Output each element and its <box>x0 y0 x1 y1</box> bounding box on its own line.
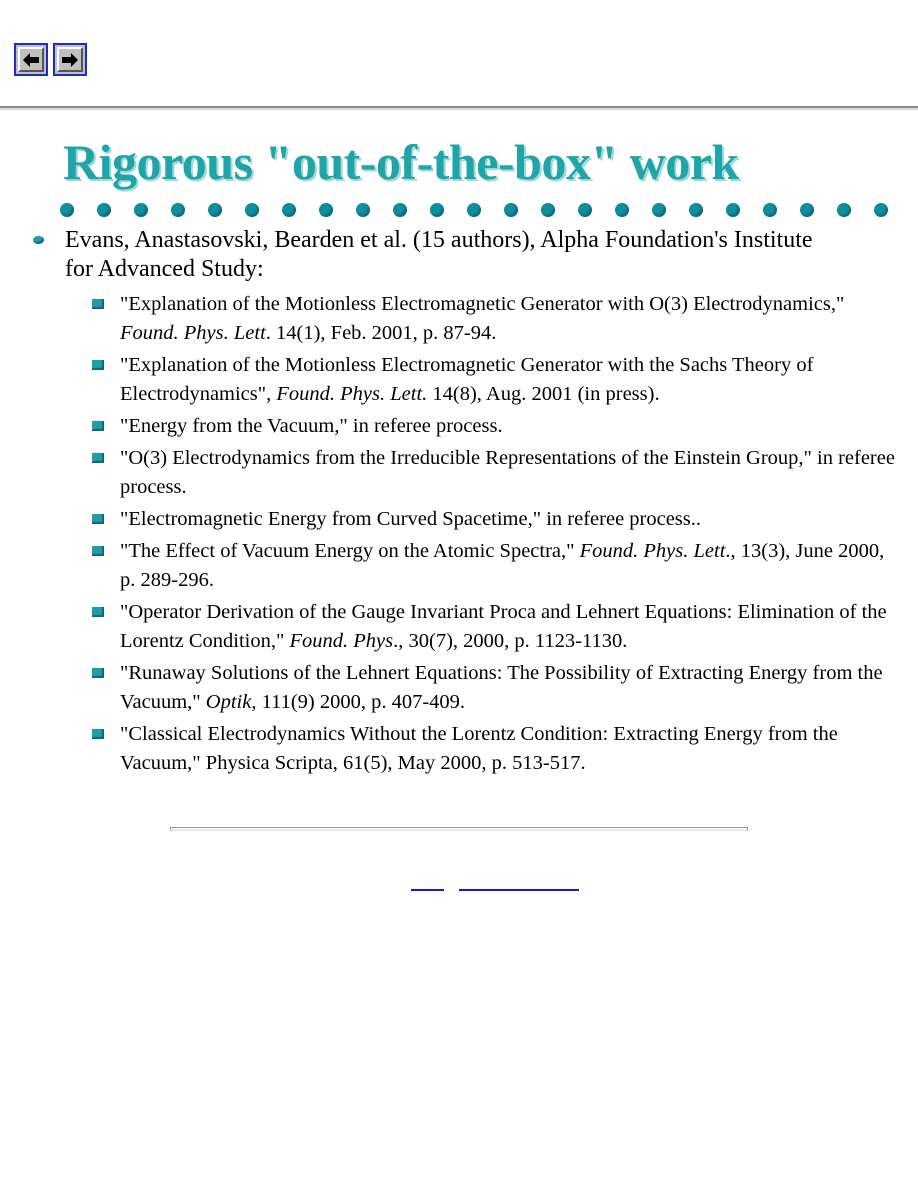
reference-item <box>0 351 895 409</box>
divider-dot <box>726 203 740 217</box>
reference-journal: Optik, <box>205 691 257 713</box>
divider-dot <box>467 203 481 217</box>
reference-item <box>0 659 895 717</box>
reference-text: "Runaway Solutions of the Lehnert Equations: The Possibility of Extracting Energy from the Vacuum," <box>120 662 883 713</box>
divider-dot <box>578 203 592 217</box>
next-slide-button[interactable] <box>53 43 87 76</box>
divider-dot <box>800 203 814 217</box>
reference-text: "Operator Derivation of the Gauge Invariant Proca and Lehnert Equations: Elimination of the Lorentz Condition," <box>120 601 887 652</box>
slide-title: Rigorous "out-of-the-box" work <box>63 134 739 190</box>
divider-dot <box>689 203 703 217</box>
divider-dot <box>319 203 333 217</box>
reference-journal: Found. Phys. Lett <box>579 540 726 562</box>
reference-item <box>0 444 895 502</box>
reference-text: "Classical Electrodynamics Without the Lorentz Condition: Extracting Energy from the Vacuum," Physica Scripta, 61(5), May 2000, p. 513-517. <box>120 723 838 774</box>
divider-dot <box>615 203 629 217</box>
divider-dot <box>208 203 222 217</box>
dotted-divider <box>60 203 890 219</box>
square-bullet-icon <box>92 607 104 617</box>
reference-text: . 14(1), Feb. 2001, p. 87-94. <box>265 322 497 344</box>
reference-text: ., 13(3), June 2000, p. 289-296. <box>120 540 885 591</box>
square-bullet-icon <box>92 360 104 370</box>
reference-text: "Energy from the Vacuum," in referee process. <box>120 415 503 437</box>
reference-item <box>0 598 895 656</box>
reference-text: "Electromagnetic Energy from Curved Spacetime," in referee process.. <box>120 508 702 530</box>
divider-dot <box>282 203 296 217</box>
reference-journal: Found. Phys <box>289 630 394 652</box>
reference-text: 14(8), Aug. 2001 (in press). <box>427 383 660 405</box>
footer-divider <box>170 827 748 831</box>
previous-slide-button[interactable] <box>14 43 48 76</box>
reference-text: ., 30(7), 2000, p. 1123-1130. <box>393 630 628 652</box>
slide-navigation <box>14 43 87 76</box>
reference-list <box>0 290 918 778</box>
intro-text: Evans, Anastasovski, Bearden et al. (15 authors), Alpha Foundation's Institute for Advanced Study: <box>65 227 813 282</box>
reference-text: "The Effect of Vacuum Energy on the Atomic Spectra," <box>120 540 580 562</box>
reference-item <box>0 537 895 595</box>
divider-dot <box>171 203 185 217</box>
footer-link-underline[interactable] <box>459 889 579 891</box>
divider-dot <box>430 203 444 217</box>
reference-item <box>0 505 895 534</box>
arrow-right-icon <box>57 47 83 72</box>
divider-dot <box>504 203 518 217</box>
round-bullet-icon <box>33 236 44 244</box>
square-bullet-icon <box>92 514 104 524</box>
reference-journal: Found. Phys. Lett <box>120 322 266 344</box>
divider-dot <box>245 203 259 217</box>
divider-dot <box>97 203 111 217</box>
divider-dot <box>541 203 555 217</box>
slide-content <box>0 226 918 781</box>
divider-dot <box>652 203 666 217</box>
arrow-left-icon <box>18 47 44 72</box>
reference-item <box>0 412 895 441</box>
divider-dot <box>356 203 370 217</box>
reference-text: "Explanation of the Motionless Electromagnetic Generator with the Sachs Theory of Electrodynamics", <box>120 354 814 405</box>
square-bullet-icon <box>92 729 104 739</box>
divider-dot <box>874 203 888 217</box>
square-bullet-icon <box>92 546 104 556</box>
reference-text: "O(3) Electrodynamics from the Irreducible Representations of the Einstein Group," in referee process. <box>120 447 895 498</box>
divider-dot <box>763 203 777 217</box>
divider-dot <box>837 203 851 217</box>
reference-text: 111(9) 2000, p. 407-409. <box>256 691 466 713</box>
intro-item <box>0 226 845 284</box>
header-divider <box>0 106 918 110</box>
footer-link-underline[interactable] <box>411 889 444 891</box>
reference-journal: Found. Phys. Lett. <box>276 383 428 405</box>
divider-dot <box>60 203 74 217</box>
reference-item <box>0 720 895 778</box>
square-bullet-icon <box>92 668 104 678</box>
divider-dot <box>134 203 148 217</box>
divider-dot <box>393 203 407 217</box>
square-bullet-icon <box>92 299 104 309</box>
square-bullet-icon <box>92 453 104 463</box>
square-bullet-icon <box>92 421 104 431</box>
reference-text: "Explanation of the Motionless Electromagnetic Generator with O(3) Electrodynamics," <box>120 293 845 315</box>
reference-item <box>0 290 895 348</box>
